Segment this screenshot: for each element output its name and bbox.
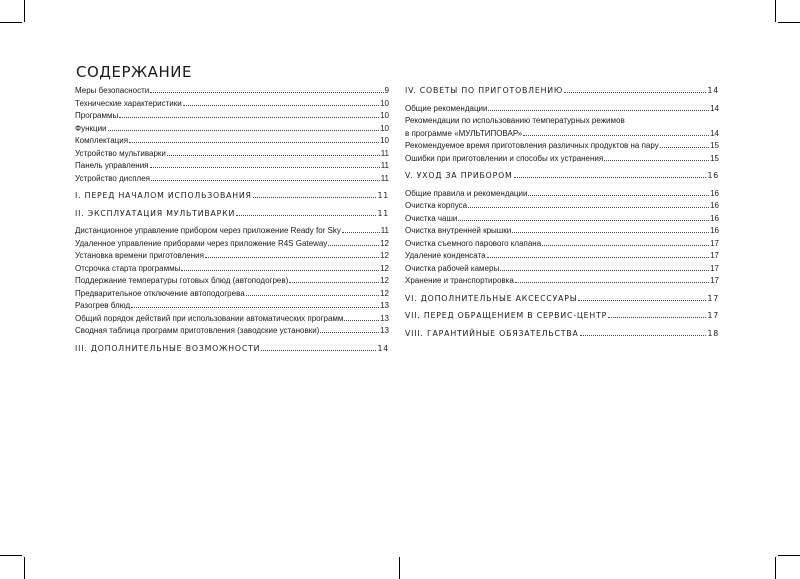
toc-page-number: 14 — [710, 128, 719, 138]
toc-entry-text: Установка времени приготовления — [75, 251, 204, 260]
toc-entry[interactable] — [75, 288, 389, 301]
toc-section-entry[interactable] — [405, 310, 719, 323]
toc-entry-text: VIII. ГАРАНТИЙНЫЕ ОБЯЗАТЕЛЬСТВА — [405, 328, 579, 338]
toc-entry-text: Устройство дисплея — [75, 173, 150, 183]
toc-page-number: 13 — [380, 301, 389, 310]
toc-entry[interactable] — [75, 98, 389, 111]
toc-entry[interactable] — [75, 173, 389, 186]
toc-page-number: 11 — [380, 148, 389, 158]
dot-leader — [320, 331, 379, 333]
toc-page-number: 11 — [377, 208, 389, 218]
toc-entry-text: Общие правила и рекомендации — [405, 188, 528, 198]
toc-entry-text: Рекомендуемое время приготовления различных продуктов на пару — [405, 141, 659, 150]
toc-page-number: 17 — [710, 238, 719, 248]
dot-leader — [328, 244, 379, 246]
dot-leader — [151, 179, 380, 181]
toc-entry-text: VI. ДОПОЛНИТЕЛЬНЫЕ АКСЕССУАРЫ — [405, 293, 578, 303]
toc-page-number: 17 — [710, 251, 719, 260]
toc-left-column — [75, 85, 389, 360]
toc-page-number: 11 — [377, 191, 389, 200]
toc-entry[interactable] — [75, 313, 389, 326]
toc-entry-text: Программы — [75, 111, 119, 120]
toc-page-number: 11 — [380, 161, 389, 170]
toc-page-number: 12 — [380, 288, 389, 298]
toc-entry-text: Общие рекомендации — [405, 103, 488, 113]
toc-entry-text: Комплектация — [75, 136, 129, 145]
dot-leader — [500, 269, 709, 271]
toc-right-column — [405, 85, 719, 345]
dot-leader — [236, 214, 376, 216]
toc-entry-text: Очистка чаши — [405, 213, 458, 223]
toc-page-number: 10 — [380, 111, 389, 120]
toc-page-number: 17 — [710, 263, 719, 273]
dot-leader — [608, 316, 706, 318]
toc-entry[interactable] — [75, 123, 389, 136]
toc-entry-text: Технические характеристики — [75, 98, 182, 108]
toc-section-entry[interactable] — [405, 328, 719, 341]
toc-section-entry[interactable] — [405, 170, 719, 183]
dot-leader — [150, 91, 383, 93]
toc-page-number: 14 — [710, 103, 719, 113]
toc-page-number: 12 — [380, 263, 389, 273]
toc-entry[interactable] — [75, 325, 389, 338]
toc-entry-text: V. УХОД ЗА ПРИБОРОМ — [405, 171, 513, 180]
dot-leader — [580, 334, 707, 336]
toc-entry-text: в программе «МУЛЬТИПОВАР» — [405, 128, 523, 138]
toc-entry[interactable] — [405, 250, 719, 263]
toc-entry[interactable] — [405, 213, 719, 226]
toc-entry-text: IV. СОВЕТЫ ПО ПРИГОТОВЛЕНИЮ — [405, 86, 564, 95]
toc-page-number: 14 — [707, 86, 719, 95]
toc-entry[interactable] — [405, 128, 719, 141]
toc-page-number: 9 — [384, 86, 389, 95]
toc-entry-text: Хранение и транспортировка — [405, 276, 514, 285]
toc-entry-text: Рекомендации по использованию температурных режимов — [405, 116, 625, 125]
toc-entry[interactable] — [75, 225, 389, 238]
dot-leader — [150, 166, 380, 168]
toc-page-number: 16 — [707, 171, 719, 180]
crop-mark — [775, 557, 776, 579]
crop-mark — [775, 0, 776, 22]
fold-mark — [399, 557, 400, 579]
toc-page-number: 13 — [380, 326, 389, 335]
dot-leader — [129, 141, 379, 143]
toc-page-number: 16 — [710, 226, 719, 235]
toc-entry[interactable] — [405, 188, 719, 201]
toc-page-number: 15 — [710, 153, 719, 163]
toc-page-number: 16 — [710, 213, 719, 223]
toc-entry-text: Очистка корпуса — [405, 201, 468, 210]
toc-page-number: 14 — [377, 343, 389, 353]
crop-mark — [24, 557, 25, 579]
toc-entry-text: Сводная таблица программ приготовления (заводские установки) — [75, 326, 320, 335]
dot-leader — [578, 299, 706, 301]
dot-leader — [523, 134, 709, 136]
dot-leader — [108, 129, 380, 131]
toc-page-number: 17 — [707, 311, 719, 320]
toc-entry-text: Очистка рабочей камеры — [405, 263, 500, 273]
dot-leader — [515, 281, 709, 283]
toc-entry[interactable] — [405, 275, 719, 288]
toc-entry-text: I. ПЕРЕД НАЧАЛОМ ИСПОЛЬЗОВАНИЯ — [75, 191, 252, 200]
dot-leader — [342, 231, 380, 233]
toc-entry-text: Удаленное управление приборами через приложение R4S Gateway — [75, 238, 328, 248]
toc-entry-text: Поддержание температуры готовых блюд (автоподогрев) — [75, 276, 289, 285]
toc-entry[interactable] — [75, 135, 389, 148]
toc-page-number: 13 — [380, 313, 389, 323]
crop-mark — [0, 22, 22, 23]
toc-entry-text: Дистанционное управление прибором через приложение Ready for Sky — [75, 226, 341, 235]
toc-page-number: 12 — [380, 276, 389, 285]
toc-page-number: 17 — [707, 293, 719, 303]
toc-page-number: 17 — [710, 276, 719, 285]
toc-entry[interactable] — [75, 148, 389, 161]
dot-leader — [512, 231, 709, 233]
dot-leader — [119, 116, 379, 118]
dot-leader — [458, 219, 709, 221]
toc-page-number: 16 — [710, 201, 719, 210]
toc-entry[interactable] — [75, 275, 389, 288]
toc-entry[interactable] — [405, 263, 719, 276]
dot-leader — [167, 154, 380, 156]
toc-entry-text: Устройство мультиварки — [75, 148, 166, 158]
toc-entry[interactable] — [405, 200, 719, 213]
dot-leader — [528, 194, 709, 196]
dot-leader — [289, 281, 379, 283]
toc-entry[interactable] — [75, 250, 389, 263]
toc-entry-text: Очистка съемного парового клапана — [405, 238, 542, 248]
toc-entry-text: Очистка внутренней крышки — [405, 226, 512, 235]
toc-entry[interactable] — [405, 140, 719, 153]
dot-leader — [468, 206, 709, 208]
toc-entry-text: Панель управления — [75, 161, 149, 170]
toc-entry-text: II. ЭКСПЛУАТАЦИЯ МУЛЬТИВАРКИ — [75, 208, 236, 218]
toc-entry[interactable] — [75, 238, 389, 251]
dot-leader — [246, 294, 379, 296]
page-title: СОДЕРЖАНИЕ — [76, 63, 192, 81]
dot-leader — [205, 256, 379, 258]
toc-page-number: 11 — [380, 173, 389, 183]
toc-entry-text: Предварительное отключение автоподогрева — [75, 288, 245, 298]
toc-entry-text: III. ДОПОЛНИТЕЛЬНЫЕ ВОЗМОЖНОСТИ — [75, 343, 261, 353]
toc-section-entry[interactable] — [75, 343, 389, 356]
toc-entry[interactable] — [75, 263, 389, 276]
toc-page-number: 11 — [380, 226, 389, 235]
toc-entry-text: Функции — [75, 123, 107, 133]
toc-page-number: 10 — [380, 98, 389, 108]
toc-section-entry[interactable] — [75, 208, 389, 221]
dot-leader — [131, 306, 379, 308]
dot-leader — [183, 104, 379, 106]
toc-entry[interactable] — [405, 103, 719, 116]
toc-entry-text: Удаление конденсата — [405, 251, 486, 260]
toc-entry[interactable] — [75, 85, 389, 98]
dot-leader — [542, 244, 709, 246]
toc-entry-text: Разогрев блюд — [75, 301, 131, 310]
toc-entry-text: Ошибки при приготовлении и способы их устранения — [405, 153, 604, 163]
toc-page-number: 10 — [380, 123, 389, 133]
dot-leader — [514, 176, 707, 178]
toc-entry-text: Меры безопасности — [75, 86, 150, 95]
toc-section-entry[interactable] — [405, 293, 719, 306]
toc-entry[interactable] — [75, 110, 389, 123]
toc-page-number: 12 — [380, 251, 389, 260]
dot-leader — [564, 91, 706, 93]
toc-section-entry[interactable] — [75, 190, 389, 203]
toc-entry[interactable] — [75, 160, 389, 173]
dot-leader — [487, 256, 710, 258]
toc-page-number: 18 — [707, 328, 719, 338]
toc-entry[interactable] — [405, 225, 719, 238]
crop-mark — [0, 555, 22, 556]
toc-entry[interactable] — [405, 153, 719, 166]
crop-mark — [24, 0, 25, 22]
dot-leader — [261, 349, 376, 351]
toc-entry-text: VII. ПЕРЕД ОБРАЩЕНИЕМ В СЕРВИС-ЦЕНТР — [405, 311, 608, 320]
dot-leader — [660, 146, 709, 148]
toc-page-number: 10 — [380, 136, 389, 145]
toc-page-number: 15 — [710, 141, 719, 150]
toc-page-number: 12 — [380, 238, 389, 248]
dot-leader — [488, 109, 709, 111]
toc-section-entry[interactable] — [405, 85, 719, 98]
toc-page-number: 16 — [710, 188, 719, 198]
crop-mark — [778, 22, 800, 23]
dot-leader — [344, 319, 379, 321]
toc-entry-line — [405, 115, 719, 128]
toc-entry-text: Общий порядок действий при использовании автоматических программ — [75, 313, 344, 323]
toc-entry[interactable] — [405, 238, 719, 251]
toc-entry[interactable] — [75, 300, 389, 313]
dot-leader — [253, 196, 377, 198]
dot-leader — [604, 159, 709, 161]
toc-entry-text: Отсрочка старта программы — [75, 263, 181, 273]
dot-leader — [181, 269, 379, 271]
crop-mark — [778, 555, 800, 556]
